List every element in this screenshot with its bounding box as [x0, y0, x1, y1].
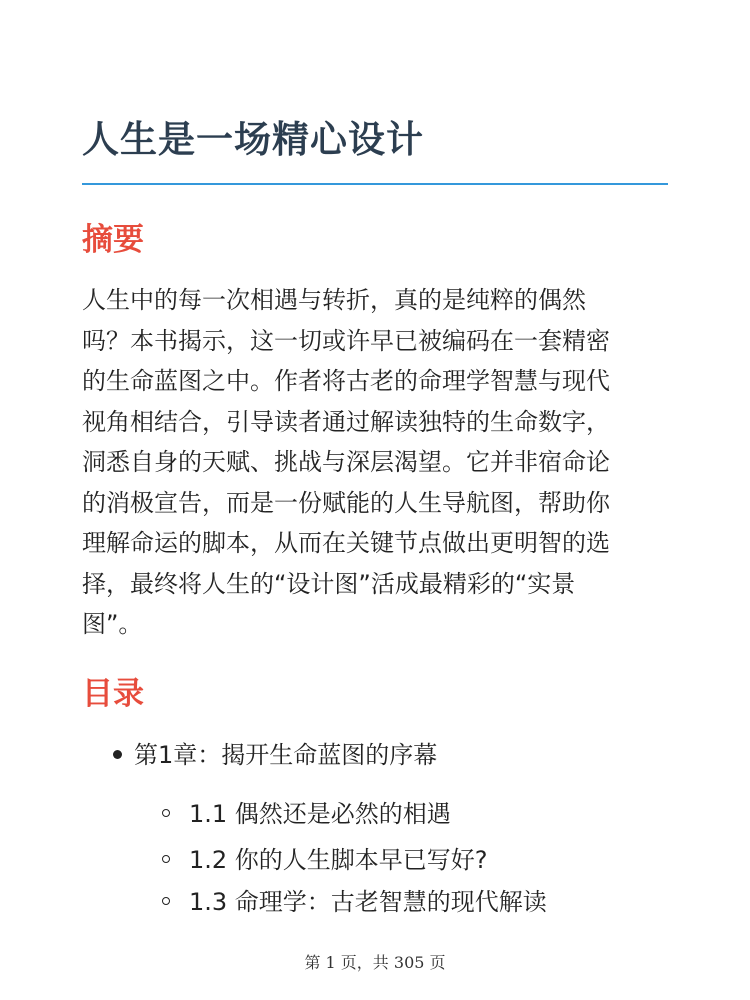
- hollow-bullet-icon: [162, 855, 170, 863]
- abstract-line: 视角相结合，引导读者通过解读独特的生命数字，: [82, 407, 610, 436]
- abstract-line: 理解命运的脚本，从而在关键节点做出更明智的选: [82, 529, 610, 557]
- page-number-footer: 第 1 页，共 305 页: [304, 953, 446, 972]
- toc-section-item: 1.2 你的人生脚本早已写好?: [189, 846, 488, 874]
- document-title: 人生是一场精心设计: [82, 118, 424, 161]
- bullet-icon: [113, 750, 122, 759]
- toc-section-item: 1.1 偶然还是必然的相遇: [189, 800, 451, 828]
- hollow-bullet-icon: [162, 897, 170, 905]
- title-divider: [82, 183, 668, 185]
- abstract-line: 的生命蓝图之中。作者将古老的命理学智慧与现代: [82, 367, 610, 395]
- abstract-line: 图”。: [82, 610, 143, 638]
- abstract-heading: 摘要: [82, 222, 144, 258]
- toc-section-item: 1.3 命理学：古老智慧的现代解读: [189, 888, 547, 916]
- abstract-line: 择，最终将人生的“设计图”活成最精彩的“实景: [82, 569, 576, 598]
- toc-heading: 目录: [82, 676, 144, 712]
- abstract-line: 人生中的每一次相遇与转折，真的是纯粹的偶然: [82, 286, 586, 314]
- abstract-line: 吗？本书揭示，这一切或许早已被编码在一套精密: [82, 326, 610, 355]
- abstract-line: 的消极宣告，而是一份赋能的人生导航图，帮助你: [82, 488, 610, 517]
- abstract-line: 洞悉自身的天赋、挑战与深层渴望。它并非宿命论: [82, 448, 610, 476]
- abstract-paragraph: [82, 280, 668, 645]
- hollow-bullet-icon: [162, 809, 170, 817]
- toc-chapter-item: 第1章：揭开生命蓝图的序幕: [134, 741, 438, 769]
